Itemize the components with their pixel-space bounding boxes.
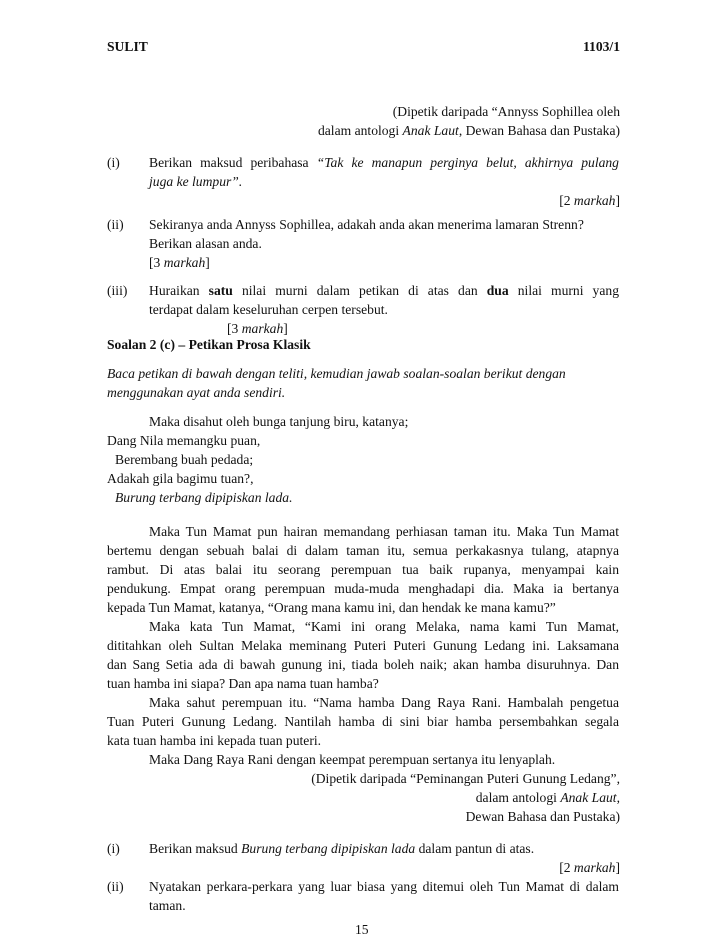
source-1-book-title: Anak Laut xyxy=(402,123,459,138)
marks-label: [2 markah] xyxy=(559,193,620,208)
question-text: Nyatakan perkara-perkara yang luar biasa yang ditemui oleh Tun Mamat di dalam xyxy=(149,879,619,894)
source-2-line2-pre: dalam antologi xyxy=(475,790,561,805)
q4-part-post: dalam pantun di atas. xyxy=(415,841,535,856)
marks-label: [3 markah] xyxy=(227,321,288,336)
question-number: (ii) xyxy=(107,879,124,894)
q3-part-c: nilai murni dalam petikan di atas dan xyxy=(232,283,487,298)
poem-line: Dang Nila memangku puan, xyxy=(107,433,261,448)
header-right: 1103/1 xyxy=(582,39,620,54)
poem-line: Burung terbang dipipiskan lada. xyxy=(115,490,293,505)
page-number: 15 xyxy=(355,922,369,937)
section-title: Soalan 2 (c) – Petikan Prosa Klasik xyxy=(107,337,311,352)
passage-line: pendukung. Empat orang perempuan muda-muda menghadapi dia. Maka ia bertanya xyxy=(107,581,619,596)
source-1-line2-pre: dalam antologi xyxy=(317,123,403,138)
source-citation-2: (Dipetik daripada “Peminangan Puteri Gunung Ledang”, xyxy=(311,771,620,786)
question-text xyxy=(149,153,619,172)
source-citation-1-line2 xyxy=(318,121,620,140)
source-1-line2-post: , Dewan Bahasa dan Pustaka) xyxy=(458,123,620,138)
source-citation-1 xyxy=(393,102,620,121)
passage-line: Tuan Puteri Gunung Ledang. Nantilah hamba di sini biar hamba persembahkan segala xyxy=(107,714,619,729)
proverb-text-cont: juga ke lumpur”. xyxy=(149,174,243,189)
passage-line: Maka Tun Mamat pun hairan memandang perhiasan taman itu. Maka Tun Mamat xyxy=(149,524,619,539)
passage-line: bertemu dengan sebuah balai di dalam taman itu, semua perkakasnya tulang, atapnya xyxy=(107,543,619,558)
source-citation-2-line2 xyxy=(476,788,620,807)
question-number: (i) xyxy=(107,155,120,170)
question-text xyxy=(149,281,619,300)
source-2-line2-post: , xyxy=(616,790,620,805)
passage-line: rambut. Di atas balai itu seorang perempuan tua baik rupanya, menyampai kain xyxy=(107,562,619,577)
q3-part-e: nilai murni yang xyxy=(508,283,619,298)
passage-line: dan Sang Setia ada di bawah gunung ini, tiada boleh naik; akan hamba disuruhnya. Dan xyxy=(107,657,619,672)
question-number: (ii) xyxy=(107,217,124,232)
q3-emphasis-satu: satu xyxy=(208,283,233,298)
passage-line: Maka kata Tun Mamat, “Kami ini orang Melaka, nama kami Tun Mamat, xyxy=(149,619,619,634)
q4-part-pre: Berikan maksud xyxy=(149,841,242,856)
q3-part-a: Huraikan xyxy=(149,283,209,298)
instruction-line2: menggunakan ayat anda sendiri. xyxy=(107,385,286,400)
poem-intro: Maka disahut oleh bunga tanjung biru, katanya; xyxy=(149,414,409,429)
marks-label: [2 markah] xyxy=(559,860,620,875)
poem-line: Adakah gila bagimu tuan?, xyxy=(107,471,254,486)
question-number: (i) xyxy=(107,841,120,856)
source-2-book-title: Anak Laut xyxy=(560,790,617,805)
question-text-cont: taman. xyxy=(149,898,186,913)
question-text-cont: Berikan alasan anda. xyxy=(149,236,262,251)
question-text xyxy=(149,839,534,858)
proverb-text: “Tak ke manapun perginya belut, akhirnya pulang xyxy=(316,155,619,170)
poem-line: Berembang buah pedada; xyxy=(115,452,254,467)
instruction-line1: Baca petikan di bawah dengan teliti, kemudian jawab soalan-soalan berikut dengan xyxy=(107,366,566,381)
marks-label: [3 markah] xyxy=(149,255,210,270)
question-text: Sekiranya anda Annyss Sophillea, adakah anda akan menerima lamaran Strenn? xyxy=(149,217,584,232)
q4-quoted-line: Burung terbang dipipiskan lada xyxy=(241,841,416,856)
header-left: SULIT xyxy=(107,39,148,54)
passage-line: kepada Tun Mamat, katanya, “Orang mana kamu ini, dan hendak ke mana kamu?” xyxy=(107,600,556,615)
source-1-line1: (Dipetik daripada “Annyss Sophillea oleh xyxy=(392,104,620,119)
passage-line: kata tuan hamba ini kepada tuan puteri. xyxy=(107,733,322,748)
passage-line: Maka sahut perempuan itu. “Nama hamba Dang Raya Rani. Hambalah pengetua xyxy=(149,695,619,710)
passage-line: Maka Dang Raya Rani dengan keempat perempuan sertanya itu lenyaplah. xyxy=(149,752,556,767)
passage-line: tuan hamba ini siapa? Dan apa nama tuan hamba? xyxy=(107,676,379,691)
source-citation-2-line3: Dewan Bahasa dan Pustaka) xyxy=(465,809,620,824)
q3-emphasis-dua: dua xyxy=(486,283,509,298)
question-text-part: Berikan maksud peribahasa xyxy=(149,155,317,170)
question-text-cont: terdapat dalam keseluruhan cerpen tersebut. xyxy=(149,302,388,317)
passage-line: dititahkan oleh Sultan Melaka meminang Puteri Puteri Gunung Ledang ini. Laksamana xyxy=(107,638,619,653)
question-number: (iii) xyxy=(107,283,128,298)
